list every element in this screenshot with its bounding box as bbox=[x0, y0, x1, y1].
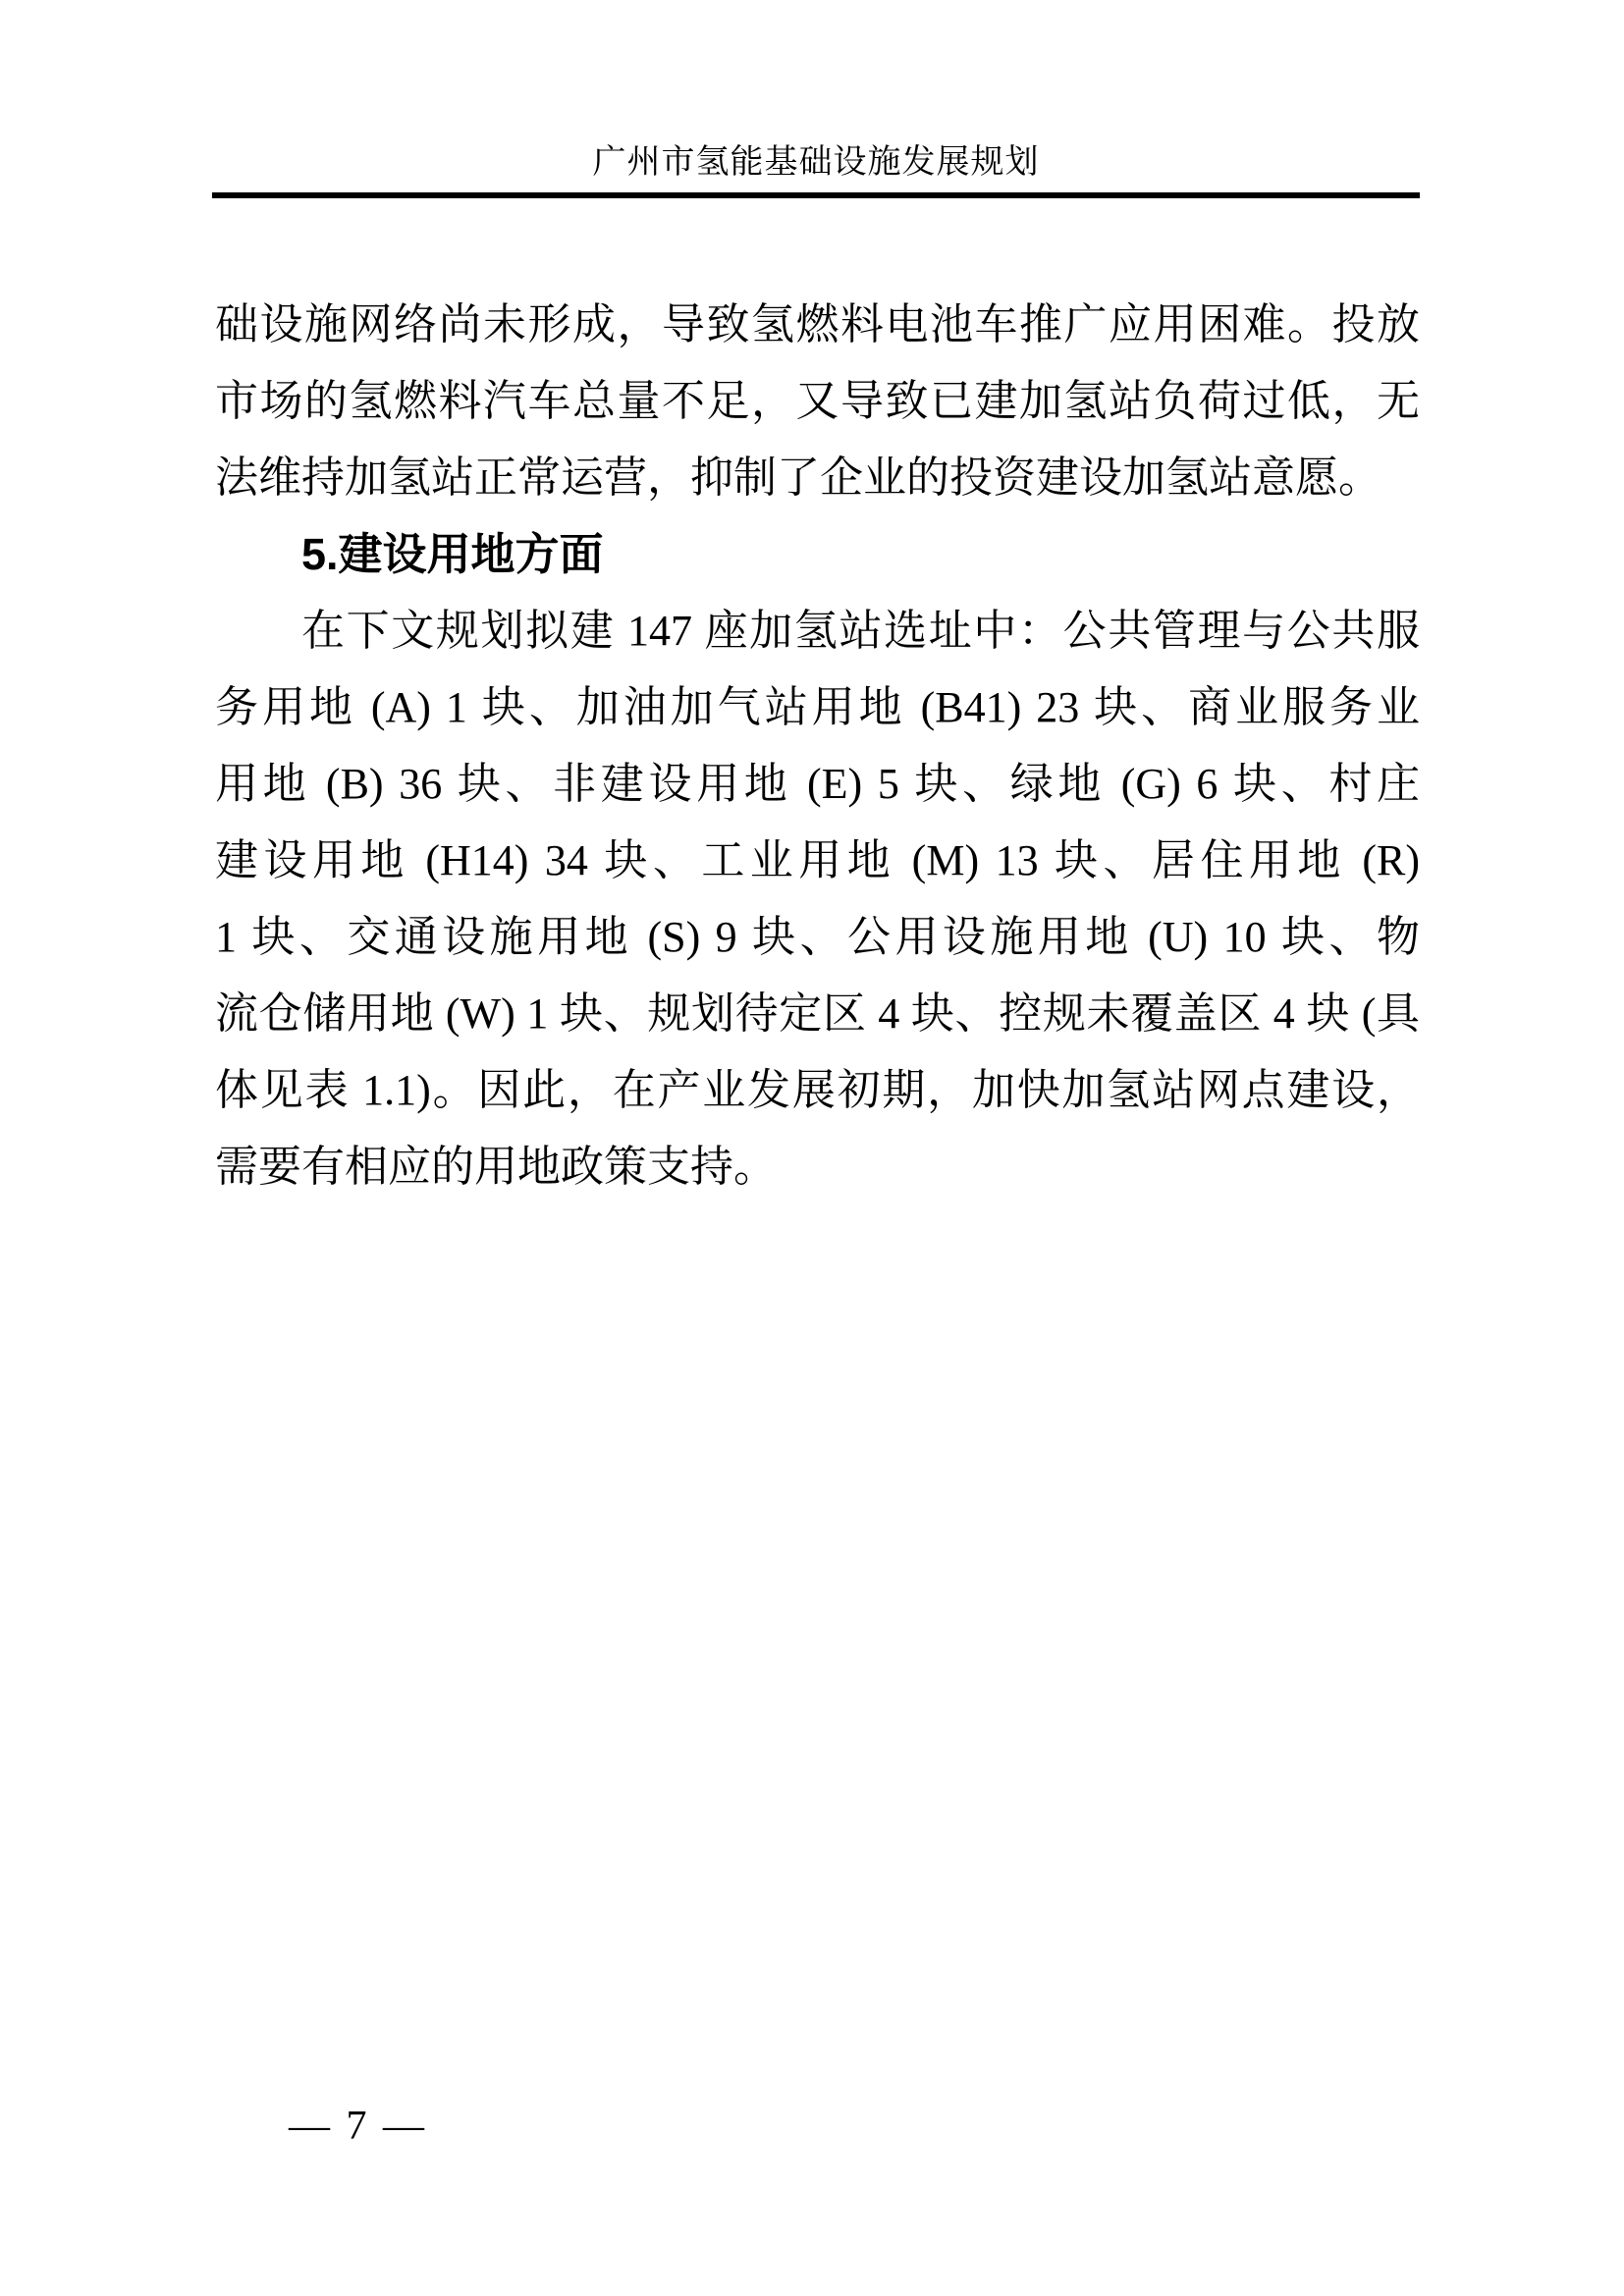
body-line: 市场的氢燃料汽车总量不足，又导致已建加氢站负荷过低，无 bbox=[215, 377, 1420, 425]
body-line: 1 块、交通设施用地 (S) 9 块、公用设施用地 (U) 10 块、物 bbox=[215, 913, 1420, 961]
section-heading: 5.建设用地方面 bbox=[301, 529, 604, 579]
body-line: 体见表 1.1)。因此，在产业发展初期，加快加氢站网点建设， bbox=[215, 1066, 1420, 1114]
header-title: 广州市氢能基础设施发展规划 bbox=[592, 144, 1040, 181]
body-line: 础设施网络尚未形成，导致氢燃料电池车推广应用困难。投放 bbox=[215, 300, 1420, 348]
body-line: 在下文规划拟建 147 座加氢站选址中：公共管理与公共服 bbox=[301, 607, 1420, 655]
body-line: 需要有相应的用地政策支持。 bbox=[215, 1143, 777, 1191]
header-rule bbox=[212, 192, 1420, 198]
body-line: 务用地 (A) 1 块、加油加气站用地 (B41) 23 块、商业服务业 bbox=[215, 683, 1420, 731]
body-line: 法维持加氢站正常运营，抑制了企业的投资建设加氢站意愿。 bbox=[215, 454, 1381, 502]
body-line: 建设用地 (H14) 34 块、工业用地 (M) 13 块、居住用地 (R) bbox=[215, 836, 1420, 884]
document-body bbox=[215, 287, 1420, 1205]
body-line: 流仓储用地 (W) 1 块、规划待定区 4 块、控规未覆盖区 4 块 (具 bbox=[215, 989, 1420, 1038]
body-line: 用地 (B) 36 块、非建设用地 (E) 5 块、绿地 (G) 6 块、村庄 bbox=[215, 760, 1420, 808]
page-number: — 7 — bbox=[289, 2104, 424, 2149]
